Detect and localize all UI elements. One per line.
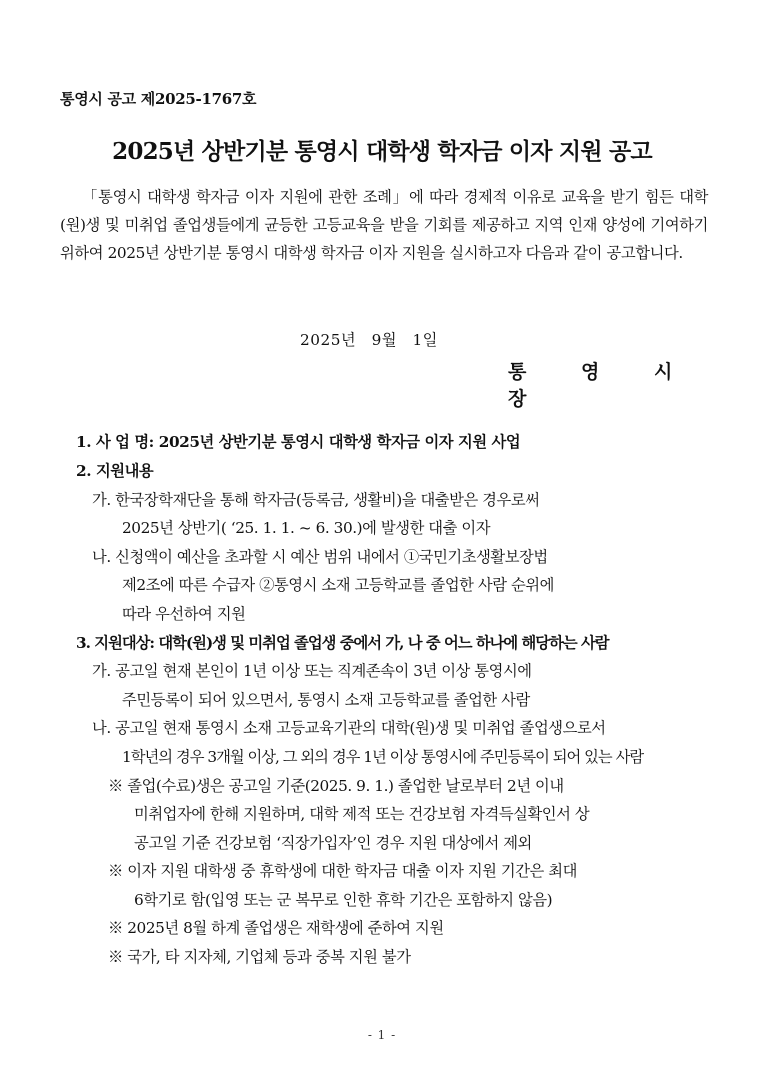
body-line: 1. 사 업 명: 2025년 상반기분 통영시 대학생 학자금 이자 지원 사업 [76,433,521,451]
page-title: 2025년 상반기분 통영시 대학생 학자금 이자 지원 공고 [112,138,652,165]
body-line: 제2조에 따른 수급자 ②통영시 소재 고등학교를 졸업한 사람 순위에 [122,576,554,594]
body-line: 가. 공고일 현재 본인이 1년 이상 또는 직계존속이 3년 이상 통영시에 [92,662,532,680]
body-line: ※ 2025년 8월 하계 졸업생은 재학생에 준하여 지원 [108,919,444,937]
body-line: 따라 우선하여 지원 [122,605,246,623]
notice-number: 통영시 공고 제2025-1767호 [60,90,257,108]
body-line: 공고일 기준 건강보험 ‘직장가입자’인 경우 지원 대상에서 제외 [134,834,532,852]
body-line: ※ 이자 지원 대학생 중 휴학생에 대한 학자금 대출 이자 지원 기간은 최대 [108,862,577,880]
body-line: 3. 지원대상: 대학(원)생 및 미취업 졸업생 중에서 가, 나 중 어느 하나에 해당하는 사람 [76,634,609,652]
issuer-signature: 통 영 시 장 [508,361,697,410]
body-line: 가. 한국장학재단을 통해 학자금(등록금, 생활비)을 대출받은 경우로써 [92,491,540,509]
intro-paragraph: 「통영시 대학생 학자금 이자 지원에 관한 조례」에 따라 경제적 이유로 교육을 받기 힘든 대학(원)생 및 미취업 졸업생들에게 균등한 고등교육을 받을 기회를 제공하고 지역 인재 양성에 기여하기 위하여 2025년 상반기분 통영시 대학생 학자금 이자 지원을 실시하고자 다음과 같이 공고합니다. [60,188,708,262]
page-number: - 1 - [367,1028,397,1042]
body-line: ※ 국가, 타 지자체, 기업체 등과 중복 지원 불가 [108,948,411,966]
notice-date: 2025년 9월 1일 [300,331,438,349]
body-line: ※ 졸업(수료)생은 공고일 기준(2025. 9. 1.) 졸업한 날로부터 2년 이내 [108,777,564,795]
body-line: 미취업자에 한해 지원하며, 대학 제적 또는 건강보험 자격득실확인서 상 [134,805,590,823]
body-line: 주민등록이 되어 있으면서, 통영시 소재 고등학교를 졸업한 사람 [122,691,530,709]
body-line: 나. 신청액이 예산을 초과할 시 예산 범위 내에서 ①국민기초생활보장법 [92,548,548,566]
body-line: 2025년 상반기( ‘25. 1. 1. ~ 6. 30.)에 발생한 대출 이자 [122,519,491,537]
body-line: 6학기로 함(입영 또는 군 복무로 인한 휴학 기간은 포함하지 않음) [134,891,553,909]
body-line: 1학년의 경우 3개월 이상, 그 외의 경우 1년 이상 통영시에 주민등록이 되어 있는 사람 [122,748,644,766]
body-line: 2. 지원내용 [76,462,154,480]
body-line: 나. 공고일 현재 통영시 소재 고등교육기관의 대학(원)생 및 미취업 졸업생으로서 [92,719,606,737]
